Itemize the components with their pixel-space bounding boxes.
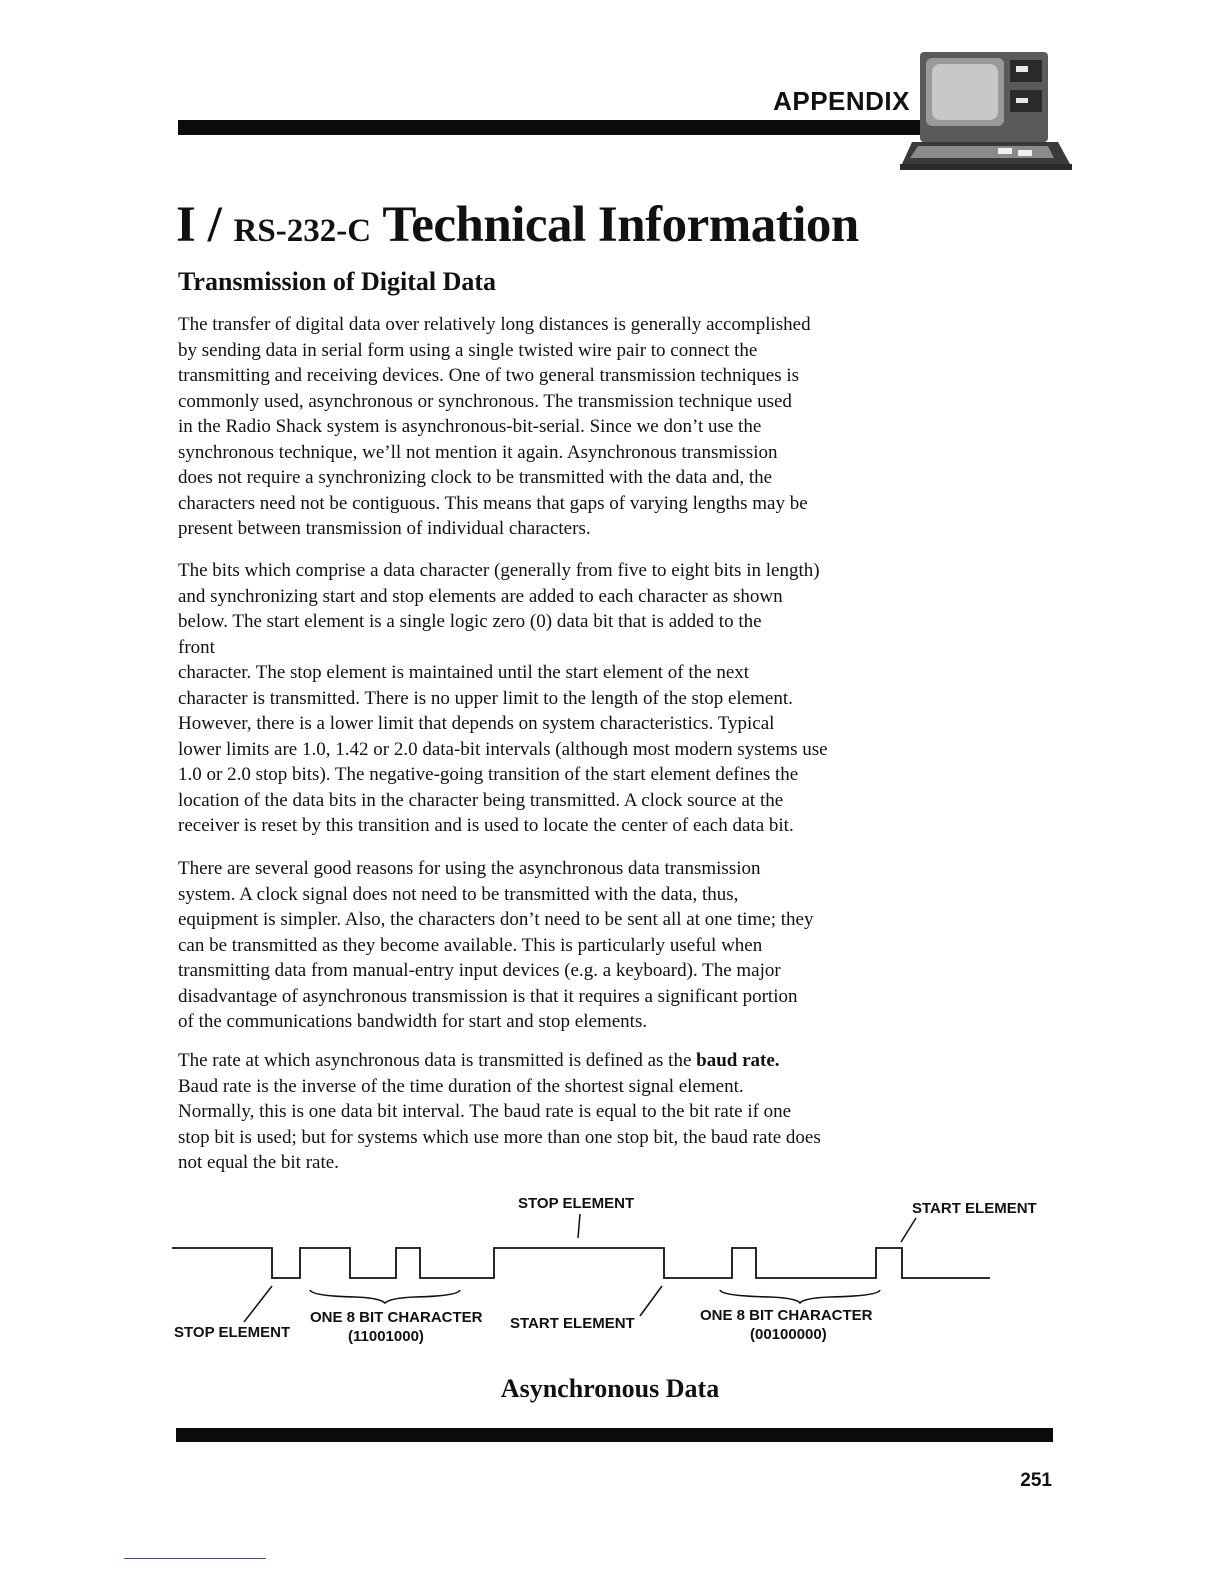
header-rule: [178, 120, 920, 135]
char1-label: ONE 8 BIT CHARACTER: [310, 1309, 483, 1326]
text-line: However, there is a lower limit that depends on system characteristics. Typical: [178, 713, 775, 734]
page-number: 251: [1020, 1470, 1052, 1491]
text-line: and synchronizing start and stop elements are added to each character as shown: [178, 585, 783, 607]
text-line: commonly used, asynchronous or synchronous. The transmission technique used: [178, 390, 792, 412]
title-suffix: Technical Information: [371, 197, 859, 253]
async-data-diagram: [160, 1186, 1060, 1356]
char1-bits: (11001000): [348, 1328, 424, 1345]
paragraph-2: [178, 558, 898, 839]
title-standard-name: RS-232-C: [233, 213, 372, 249]
paragraph-4: [178, 1048, 898, 1176]
appendix-label: APPENDIX: [773, 86, 910, 116]
start-element-label-bottom: START ELEMENT: [510, 1315, 635, 1332]
stop-element-label-bottom: STOP ELEMENT: [174, 1324, 291, 1341]
text-line: not equal the bit rate.: [178, 1152, 339, 1173]
char2-label: ONE 8 BIT CHARACTER: [700, 1307, 873, 1324]
paragraph-1: [178, 312, 898, 542]
text-line: location of the data bits in the character being transmitted. A clock source at the: [178, 789, 784, 811]
stop-element-label-top: STOP ELEMENT: [518, 1195, 635, 1212]
text-line: by sending data in serial form using a single twisted wire pair to connect the: [178, 339, 758, 361]
footer-rule: [176, 1428, 1053, 1442]
footnote-divider: [124, 1558, 266, 1559]
text-line: Baud rate is the inverse of the time duration of the shortest signal element.: [178, 1075, 744, 1097]
text-line: Normally, this is one data bit interval. The baud rate is equal to the bit rate if one: [178, 1101, 792, 1122]
paragraph-3: [178, 856, 898, 1035]
text-line: present between transmission of individual characters.: [178, 518, 591, 539]
baud-rate-term: baud rate.: [696, 1050, 780, 1071]
text-line: can be transmitted as they become available. This is particularly useful when: [178, 934, 763, 956]
text-line: does not require a synchronizing clock to be transmitted with the data and, the: [178, 467, 773, 488]
text-line: character is transmitted. There is no upper limit to the length of the stop element.: [178, 687, 793, 709]
char1-brace: [310, 1290, 460, 1303]
figure-caption: Asynchronous Data: [500, 1374, 720, 1403]
text-line: There are several good reasons for using the asynchronous data transmission: [178, 858, 761, 879]
desktop-computer-icon: [898, 46, 1076, 176]
text-line: [178, 1048, 898, 1074]
title-prefix: I /: [176, 197, 234, 253]
text-line: synchronous technique, we’ll not mention it again. Asynchronous transmission: [178, 441, 778, 463]
text-line: transmitting and receiving devices. One of two general transmission techniques is: [178, 365, 800, 386]
text-line: character. The stop element is maintained until the start element of the next: [178, 662, 750, 683]
text-run: The rate at which asynchronous data is transmitted is defined as the: [178, 1050, 697, 1071]
page-title: [176, 196, 859, 254]
text-line: The transfer of digital data over relatively long distances is generally accomplished: [178, 314, 811, 335]
pointer-line: [640, 1286, 662, 1316]
text-line: transmitting data from manual-entry input devices (e.g. a keyboard). The major: [178, 960, 781, 981]
text-line: disadvantage of asynchronous transmission is that it requires a significant portion: [178, 985, 798, 1007]
text-line: of the communications bandwidth for start and stop elements.: [178, 1011, 648, 1032]
text-line: 1.0 or 2.0 stop bits). The negative-going transition of the start element defines the: [178, 764, 799, 785]
text-line: equipment is simpler. Also, the characters don’t need to be sent all at one time; they: [178, 909, 814, 930]
pointer-line: [578, 1214, 580, 1238]
pointer-line: [244, 1286, 272, 1322]
text-line: lower limits are 1.0, 1.42 or 2.0 data-bit intervals (although most modern systems use: [178, 738, 828, 760]
text-line: below. The start element is a single logic zero (0) data bit that is added to the: [178, 611, 762, 632]
text-line: in the Radio Shack system is asynchronous-bit-serial. Since we don’t use the: [178, 416, 762, 437]
start-element-label-top: START ELEMENT: [912, 1200, 1037, 1217]
text-line: receiver is reset by this transition and is used to locate the center of each data bit.: [178, 815, 794, 836]
text-line: front: [178, 636, 215, 658]
text-line: system. A clock signal does not need to be transmitted with the data, thus,: [178, 883, 739, 905]
text-line: characters need not be contiguous. This means that gaps of varying lengths may be: [178, 492, 808, 514]
char2-brace: [720, 1290, 880, 1303]
text-line: stop bit is used; but for systems which use more than one stop bit, the baud rate does: [178, 1126, 821, 1148]
pointer-line: [901, 1218, 916, 1242]
signal-waveform: [172, 1248, 990, 1278]
text-line: The bits which comprise a data character (generally from five to eight bits in length): [178, 560, 820, 581]
section-heading: Transmission of Digital Data: [178, 267, 497, 296]
char2-bits: (00100000): [750, 1326, 827, 1343]
